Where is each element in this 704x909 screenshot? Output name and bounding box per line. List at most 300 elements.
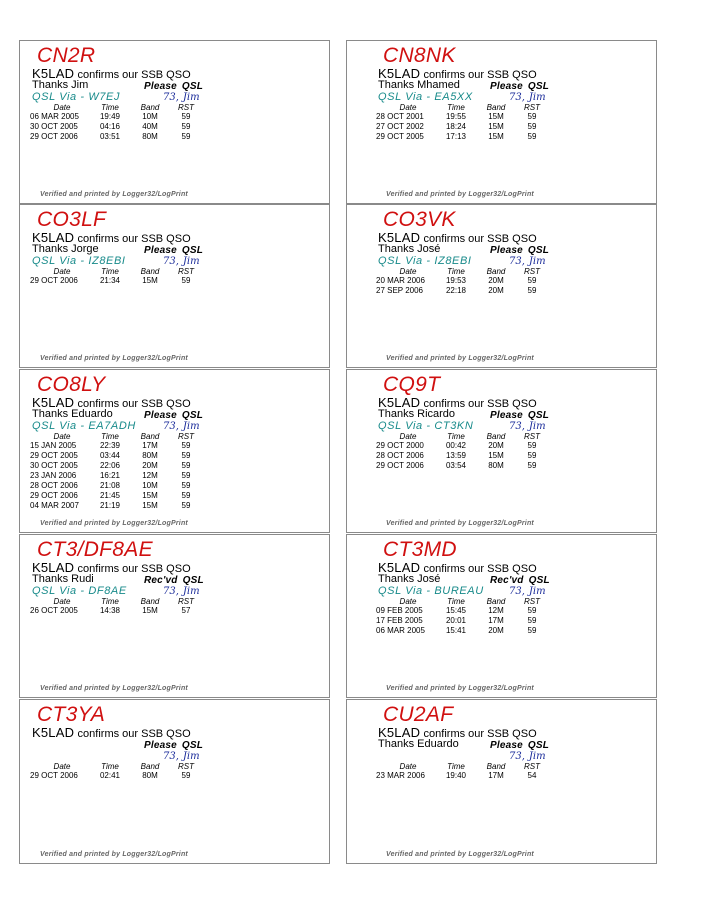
footer-text: Verified and printed by Logger32/LogPrint	[40, 355, 188, 362]
qso-row	[376, 451, 544, 461]
qso-time: 22:18	[445, 286, 467, 295]
qso-band: 10M	[142, 481, 158, 490]
operator-callsign: K5LAD	[32, 66, 75, 81]
qso-rst: 59	[181, 461, 191, 470]
thanks-line: Thanks Eduardo	[378, 738, 459, 750]
qso-time: 19:49	[99, 112, 121, 121]
qso-rst: 59	[527, 606, 537, 615]
operator-callsign: K5LAD	[32, 560, 75, 575]
header-date: Date	[399, 103, 417, 112]
header-band: Band	[140, 597, 160, 606]
qso-time: 20:01	[445, 616, 467, 625]
header-time: Time	[101, 103, 119, 112]
qso-row	[30, 606, 198, 616]
qsl-text: QSL	[182, 575, 204, 586]
qso-date: 30 OCT 2005	[30, 122, 78, 131]
qso-time: 21:34	[99, 276, 121, 285]
header-time: Time	[447, 267, 465, 276]
sig-name: Jim	[182, 92, 200, 103]
qso-row	[30, 501, 198, 511]
qso-row	[30, 771, 198, 781]
qso-time: 22:39	[99, 441, 121, 450]
signature	[509, 421, 546, 432]
qso-rst: 59	[181, 481, 191, 490]
callsign: CQ9T	[383, 373, 441, 396]
qso-row	[30, 461, 198, 471]
qso-row	[376, 626, 544, 636]
qso-row	[376, 276, 544, 286]
qso-table	[30, 268, 198, 286]
qso-time: 19:55	[445, 112, 467, 121]
callsign: CT3/DF8AE	[37, 538, 153, 561]
qso-row	[30, 132, 198, 142]
qso-time: 13:59	[445, 451, 467, 460]
qso-header	[30, 763, 198, 771]
signature	[163, 92, 200, 103]
qso-header	[376, 598, 544, 606]
confirm-text: confirms our SSB QSO	[77, 398, 191, 410]
callsign: CO3VK	[383, 208, 456, 231]
qsl-label-co8ly	[19, 369, 330, 533]
qsl-text: QSL	[181, 81, 204, 92]
callsign: CO3LF	[37, 208, 107, 231]
thanks-line: Thanks Mhamed	[378, 79, 460, 91]
qso-time: 03:44	[99, 451, 121, 460]
qsl-via: QSL Via - DF8AE	[32, 585, 127, 597]
qso-date: 28 OCT 2006	[30, 481, 78, 490]
qso-time: 22:06	[99, 461, 121, 470]
qsl-text: QSL	[181, 245, 204, 256]
qsl-label-ct3ya	[19, 699, 330, 864]
callsign: CN8NK	[383, 44, 456, 67]
operator-callsign: K5LAD	[378, 395, 421, 410]
header-band: Band	[486, 267, 506, 276]
qso-header	[376, 268, 544, 276]
qsl-text: QSL	[527, 81, 550, 92]
footer-text: Verified and printed by Logger32/LogPrint	[386, 191, 534, 198]
qso-header	[30, 433, 198, 441]
qso-date: 09 FEB 2005	[376, 606, 423, 615]
sig-73: 73,	[509, 421, 525, 432]
signature	[163, 256, 200, 267]
signature	[163, 751, 200, 762]
qso-band: 80M	[142, 771, 158, 780]
footer-text: Verified and printed by Logger32/LogPrint	[386, 685, 534, 692]
header-band: Band	[486, 762, 506, 771]
qso-band: 17M	[488, 771, 504, 780]
header-date: Date	[399, 267, 417, 276]
qso-date: 15 JAN 2005	[30, 441, 77, 450]
operator-callsign: K5LAD	[32, 230, 75, 245]
header-rst: RST	[524, 103, 540, 112]
qsl-label-ct3md	[346, 534, 657, 698]
signature	[163, 586, 200, 597]
qso-rst: 59	[181, 132, 191, 141]
qso-time: 21:19	[99, 501, 121, 510]
qsl-via: QSL Via - EA7ADH	[32, 420, 136, 432]
footer-text: Verified and printed by Logger32/LogPrint	[40, 520, 188, 527]
qso-date: 29 OCT 2000	[376, 441, 424, 450]
qso-date: 06 MAR 2005	[30, 112, 79, 121]
qso-date: 30 OCT 2005	[30, 461, 78, 470]
thanks-line: Thanks Ricardo	[378, 408, 456, 420]
qsl-status	[490, 245, 549, 256]
sig-73: 73,	[509, 92, 525, 103]
qso-table	[30, 598, 198, 616]
qsl-label-cn2r	[19, 40, 330, 204]
sig-name: Jim	[182, 421, 200, 432]
footer-text: Verified and printed by Logger32/LogPrint	[40, 851, 188, 858]
operator-callsign: K5LAD	[378, 725, 421, 740]
qso-time: 03:54	[445, 461, 467, 470]
qsl-status	[490, 81, 549, 92]
header-rst: RST	[524, 762, 540, 771]
callsign: CT3YA	[37, 703, 106, 726]
footer-text: Verified and printed by Logger32/LogPrint	[386, 520, 534, 527]
qsl-text: QSL	[527, 740, 550, 751]
header-date: Date	[53, 103, 71, 112]
qsl-status	[490, 575, 550, 586]
header-date: Date	[53, 597, 71, 606]
sig-73: 73,	[163, 256, 179, 267]
qso-rst: 59	[527, 441, 537, 450]
qso-band: 15M	[142, 491, 158, 500]
confirm-text: confirms our SSB QSO	[77, 563, 191, 575]
qso-date: 29 OCT 2006	[30, 771, 78, 780]
qso-row	[376, 771, 544, 781]
thanks-line: Thanks José	[378, 573, 441, 585]
sig-name: Jim	[528, 256, 546, 267]
qso-date: 29 OCT 2006	[376, 461, 424, 470]
qso-table	[376, 268, 544, 296]
qso-time: 17:13	[445, 132, 467, 141]
header-rst: RST	[524, 597, 540, 606]
qso-rst: 54	[527, 771, 537, 780]
qsl-text: QSL	[527, 245, 550, 256]
header-time: Time	[447, 103, 465, 112]
qso-date: 29 OCT 2006	[30, 491, 78, 500]
qso-rst: 59	[527, 461, 537, 470]
qsl-label-cu2af	[346, 699, 657, 864]
header-time: Time	[101, 762, 119, 771]
qso-band: 80M	[142, 132, 158, 141]
qso-band: 15M	[488, 451, 504, 460]
qso-date: 20 MAR 2006	[376, 276, 425, 285]
header-rst: RST	[178, 267, 194, 276]
header-date: Date	[53, 762, 71, 771]
qso-row	[30, 481, 198, 491]
qso-band: 17M	[488, 616, 504, 625]
thanks-line: Thanks Rudi	[32, 573, 94, 585]
header-date: Date	[399, 432, 417, 441]
qso-rst: 59	[527, 132, 537, 141]
qso-row	[376, 606, 544, 616]
signature	[163, 421, 200, 432]
qso-time: 15:45	[445, 606, 467, 615]
header-time: Time	[101, 432, 119, 441]
qso-table	[30, 763, 198, 781]
header-band: Band	[140, 103, 160, 112]
signature	[509, 256, 546, 267]
qso-time: 14:38	[99, 606, 121, 615]
sig-name: Jim	[528, 586, 546, 597]
header-band: Band	[486, 432, 506, 441]
qso-date: 28 OCT 2006	[376, 451, 424, 460]
header-time: Time	[447, 597, 465, 606]
label-sheet	[19, 40, 678, 864]
qso-time: 00:42	[445, 441, 467, 450]
qso-table	[376, 433, 544, 471]
qso-rst: 59	[527, 112, 537, 121]
qso-band: 20M	[142, 461, 158, 470]
qso-date: 29 OCT 2006	[30, 132, 78, 141]
confirm-text: confirms our SSB QSO	[77, 728, 191, 740]
qso-band: 15M	[142, 501, 158, 510]
thanks-line: Thanks José	[378, 243, 441, 255]
qso-date: 27 OCT 2002	[376, 122, 424, 131]
status-text: Please	[144, 245, 177, 256]
qso-rst: 59	[181, 276, 191, 285]
footer-text: Verified and printed by Logger32/LogPrint	[386, 355, 534, 362]
thanks-line: Thanks Jorge	[32, 243, 99, 255]
footer-text: Verified and printed by Logger32/LogPrint	[40, 685, 188, 692]
footer-text: Verified and printed by Logger32/LogPrint	[40, 191, 188, 198]
status-text: Please	[144, 81, 177, 92]
qso-rst: 59	[181, 451, 191, 460]
qsl-via: QSL Via - BUREAU	[378, 585, 484, 597]
header-rst: RST	[524, 432, 540, 441]
qso-time: 21:45	[99, 491, 121, 500]
header-date: Date	[399, 762, 417, 771]
confirm-line	[32, 725, 191, 740]
qso-header	[30, 598, 198, 606]
operator-callsign: K5LAD	[378, 230, 421, 245]
qso-row	[30, 276, 198, 286]
confirm-text: confirms our SSB QSO	[77, 233, 191, 245]
qso-band: 80M	[488, 461, 504, 470]
status-text: Please	[490, 81, 523, 92]
qso-band: 15M	[488, 122, 504, 131]
thanks-line: Thanks Jim	[32, 79, 89, 91]
qsl-label-ct3-df8ae	[19, 534, 330, 698]
operator-callsign: K5LAD	[378, 560, 421, 575]
qso-band: 20M	[488, 441, 504, 450]
header-time: Time	[101, 597, 119, 606]
status-text: Rec'vd	[490, 575, 524, 586]
header-rst: RST	[524, 267, 540, 276]
qso-time: 02:41	[99, 771, 121, 780]
qso-table	[376, 763, 544, 781]
status-text: Rec'vd	[144, 575, 178, 586]
status-text: Please	[490, 410, 523, 421]
confirm-text: confirms our SSB QSO	[423, 398, 537, 410]
qso-time: 04:16	[99, 122, 121, 131]
qso-row	[30, 122, 198, 132]
qso-row	[30, 471, 198, 481]
sig-name: Jim	[528, 92, 546, 103]
qso-time: 16:21	[99, 471, 121, 480]
qso-date: 27 SEP 2006	[376, 286, 424, 295]
qsl-status	[144, 740, 203, 751]
qsl-via: QSL Via - EA5XX	[378, 91, 473, 103]
qso-table	[30, 104, 198, 142]
header-band: Band	[140, 432, 160, 441]
qso-band: 15M	[142, 606, 158, 615]
sig-73: 73,	[163, 421, 179, 432]
header-rst: RST	[178, 762, 194, 771]
qso-rst: 59	[527, 122, 537, 131]
confirm-text: confirms our SSB QSO	[423, 563, 537, 575]
qsl-status	[144, 575, 204, 586]
footer-text: Verified and printed by Logger32/LogPrint	[386, 851, 534, 858]
qsl-via: QSL Via - IZ8EBI	[32, 255, 126, 267]
header-rst: RST	[178, 432, 194, 441]
header-date: Date	[53, 432, 71, 441]
qso-row	[376, 286, 544, 296]
confirm-text: confirms our SSB QSO	[423, 233, 537, 245]
qso-rst: 59	[181, 122, 191, 131]
header-rst: RST	[178, 597, 194, 606]
qso-row	[376, 132, 544, 142]
qsl-via: QSL Via - W7EJ	[32, 91, 121, 103]
qsl-label-co3lf	[19, 204, 330, 368]
qso-rst: 59	[181, 491, 191, 500]
qso-rst: 59	[527, 626, 537, 635]
qso-row	[376, 616, 544, 626]
qso-rst: 59	[527, 616, 537, 625]
qsl-label-cq9t	[346, 369, 657, 533]
sig-73: 73,	[163, 751, 179, 762]
qso-band: 12M	[488, 606, 504, 615]
qsl-text: QSL	[181, 740, 204, 751]
qso-rst: 59	[181, 471, 191, 480]
qso-row	[376, 112, 544, 122]
qso-band: 40M	[142, 122, 158, 131]
operator-callsign: K5LAD	[378, 66, 421, 81]
qso-rst: 59	[181, 112, 191, 121]
operator-callsign: K5LAD	[32, 725, 75, 740]
qsl-status	[144, 245, 203, 256]
sig-73: 73,	[509, 256, 525, 267]
header-date: Date	[399, 597, 417, 606]
qso-band: 15M	[488, 112, 504, 121]
qso-time: 15:41	[445, 626, 467, 635]
qsl-status	[144, 410, 203, 421]
qso-row	[30, 451, 198, 461]
header-time: Time	[447, 432, 465, 441]
qso-band: 17M	[142, 441, 158, 450]
qso-rst: 59	[181, 771, 191, 780]
signature	[509, 586, 546, 597]
qso-band: 15M	[142, 276, 158, 285]
qso-date: 23 JAN 2006	[30, 471, 77, 480]
signature	[509, 92, 546, 103]
qso-band: 20M	[488, 626, 504, 635]
qso-time: 21:08	[99, 481, 121, 490]
qso-table	[376, 598, 544, 636]
qso-rst: 59	[527, 286, 537, 295]
sig-73: 73,	[163, 92, 179, 103]
header-time: Time	[447, 762, 465, 771]
qsl-status	[490, 740, 549, 751]
sig-73: 73,	[509, 751, 525, 762]
qso-band: 12M	[142, 471, 158, 480]
qso-row	[376, 441, 544, 451]
qso-band: 10M	[142, 112, 158, 121]
sig-73: 73,	[163, 586, 179, 597]
qso-date: 06 MAR 2005	[376, 626, 425, 635]
qso-header	[30, 268, 198, 276]
callsign: CU2AF	[383, 703, 454, 726]
sig-name: Jim	[528, 421, 546, 432]
qso-time: 19:53	[445, 276, 467, 285]
qso-date: 29 OCT 2005	[30, 451, 78, 460]
header-band: Band	[140, 267, 160, 276]
qso-row	[30, 441, 198, 451]
qso-time: 18:24	[445, 122, 467, 131]
qso-row	[376, 461, 544, 471]
qsl-text: QSL	[528, 575, 550, 586]
confirm-text: confirms our SSB QSO	[423, 728, 537, 740]
qsl-status	[144, 81, 203, 92]
header-band: Band	[486, 103, 506, 112]
header-rst: RST	[178, 103, 194, 112]
qso-header	[376, 763, 544, 771]
header-band: Band	[486, 597, 506, 606]
status-text: Please	[144, 740, 177, 751]
qso-row	[376, 122, 544, 132]
signature	[509, 751, 546, 762]
qso-date: 26 OCT 2005	[30, 606, 78, 615]
confirm-text: confirms our SSB QSO	[77, 69, 191, 81]
header-date: Date	[53, 267, 71, 276]
qsl-text: QSL	[181, 410, 204, 421]
sig-name: Jim	[528, 751, 546, 762]
qso-row	[30, 491, 198, 501]
qso-date: 29 OCT 2006	[30, 276, 78, 285]
qso-table	[30, 433, 198, 511]
status-text: Please	[144, 410, 177, 421]
thanks-line: Thanks Eduardo	[32, 408, 113, 420]
qso-rst: 59	[181, 441, 191, 450]
qso-table	[376, 104, 544, 142]
qso-band: 15M	[488, 132, 504, 141]
sig-name: Jim	[182, 751, 200, 762]
qso-header	[376, 104, 544, 112]
sig-name: Jim	[182, 586, 200, 597]
qso-row	[30, 112, 198, 122]
qso-rst: 57	[181, 606, 191, 615]
qso-band: 80M	[142, 451, 158, 460]
qso-time: 03:51	[99, 132, 121, 141]
qso-header	[30, 104, 198, 112]
qsl-label-co3vk	[346, 204, 657, 368]
qso-date: 28 OCT 2001	[376, 112, 424, 121]
qso-rst: 59	[527, 276, 537, 285]
operator-callsign: K5LAD	[32, 395, 75, 410]
sig-73: 73,	[509, 586, 525, 597]
qso-band: 20M	[488, 276, 504, 285]
header-band: Band	[140, 762, 160, 771]
callsign: CN2R	[37, 44, 96, 67]
qsl-via: QSL Via - IZ8EBI	[378, 255, 472, 267]
qso-date: 04 MAR 2007	[30, 501, 79, 510]
callsign: CO8LY	[37, 373, 106, 396]
confirm-text: confirms our SSB QSO	[423, 69, 537, 81]
status-text: Please	[490, 740, 523, 751]
qsl-label-cn8nk	[346, 40, 657, 204]
status-text: Please	[490, 245, 523, 256]
